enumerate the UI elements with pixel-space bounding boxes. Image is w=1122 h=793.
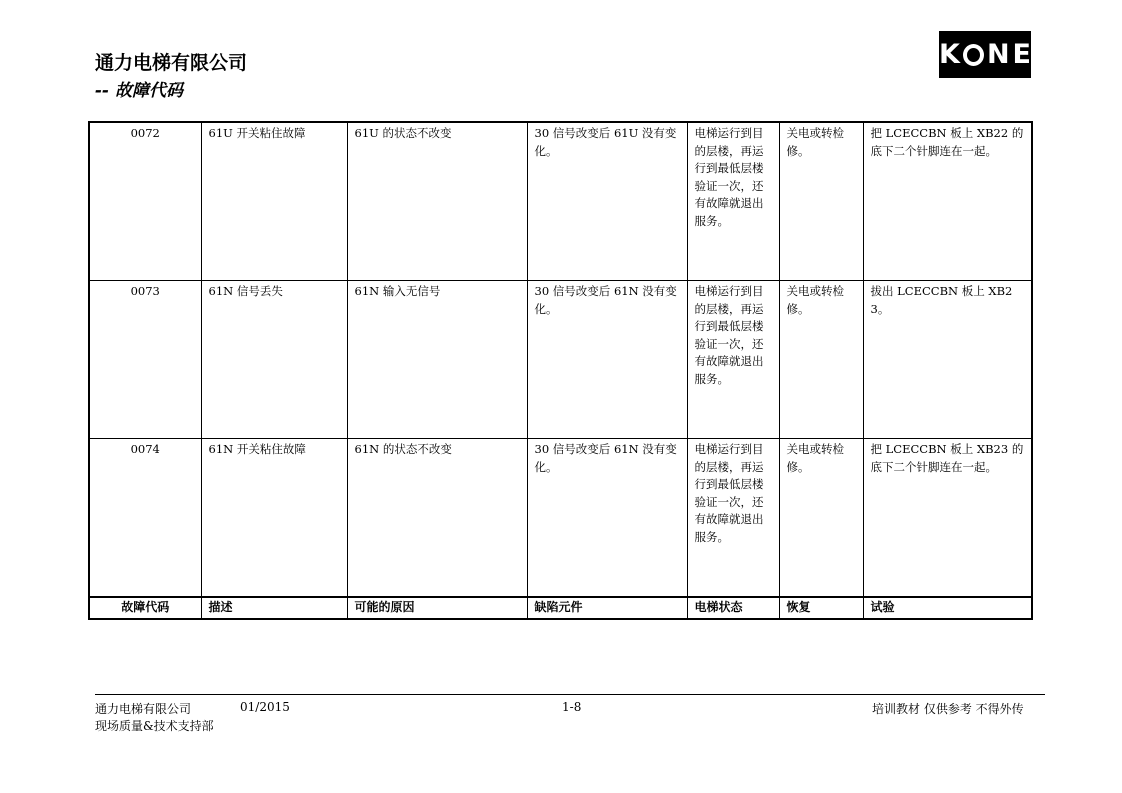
cell-cause: 61N 的状态不改变 [347, 439, 527, 598]
cell-description: 61N 信号丢失 [201, 281, 347, 439]
logo-letter-e: E [1012, 39, 1031, 70]
cell-recovery: 关电或转检修。 [779, 122, 863, 281]
cell-description: 61U 开关粘住故障 [201, 122, 347, 281]
cell-defect: 30 信号改变后 61U 没有变化。 [527, 122, 687, 281]
column-header-row [89, 597, 1032, 619]
column-header-recovery: 恢复 [779, 597, 863, 619]
cell-description: 61N 开关粘住故障 [201, 439, 347, 598]
cell-test: 把 LCECCBN 板上 XB22 的底下二个针脚连在一起。 [863, 122, 1032, 281]
page-number: 1-8 [562, 700, 582, 714]
logo-ring-o [963, 44, 984, 66]
logo-letter-n: N [986, 39, 1010, 70]
fault-code-table [88, 121, 1033, 620]
table-row [89, 281, 1032, 439]
column-header-elevator-status: 电梯状态 [687, 597, 779, 619]
cell-code: 0073 [89, 281, 201, 439]
cell-test: 拔出 LCECCBN 板上 XB23。 [863, 281, 1032, 439]
cell-recovery: 关电或转检修。 [779, 439, 863, 598]
footer-notice: 培训教材 仅供参考 不得外传 [872, 702, 1024, 716]
cell-defect: 30 信号改变后 61N 没有变化。 [527, 281, 687, 439]
company-title: 通力电梯有限公司 [95, 52, 248, 74]
footer-date: 01/2015 [240, 700, 290, 714]
footer-department: 现场质量&技术支持部 [95, 719, 214, 733]
column-header-defect: 缺陷元件 [527, 597, 687, 619]
cell-recovery: 关电或转检修。 [779, 281, 863, 439]
column-header-code: 故障代码 [89, 597, 201, 619]
cell-elevator-status: 电梯运行到目的层楼，再运行到最低层楼验证一次，还有故障就退出服务。 [687, 439, 779, 598]
cell-test: 把 LCECCBN 板上 XB23 的底下二个针脚连在一起。 [863, 439, 1032, 598]
table-row [89, 439, 1032, 598]
footer-divider [95, 694, 1045, 695]
footer-company: 通力电梯有限公司 [95, 702, 192, 716]
cell-code: 0074 [89, 439, 201, 598]
cell-elevator-status: 电梯运行到目的层楼，再运行到最低层楼验证一次，还有故障就退出服务。 [687, 122, 779, 281]
section-subtitle: -- 故障代码 [95, 81, 184, 101]
logo-letter-k: K [939, 39, 960, 70]
table-row [89, 122, 1032, 281]
cell-cause: 61N 输入无信号 [347, 281, 527, 439]
cell-cause: 61U 的状态不改变 [347, 122, 527, 281]
cell-defect: 30 信号改变后 61N 没有变化。 [527, 439, 687, 598]
column-header-cause: 可能的原因 [347, 597, 527, 619]
column-header-test: 试验 [863, 597, 1032, 619]
cell-code: 0072 [89, 122, 201, 281]
column-header-description: 描述 [201, 597, 347, 619]
kone-logo [939, 31, 1031, 78]
cell-elevator-status: 电梯运行到目的层楼，再运行到最低层楼验证一次，还有故障就退出服务。 [687, 281, 779, 439]
